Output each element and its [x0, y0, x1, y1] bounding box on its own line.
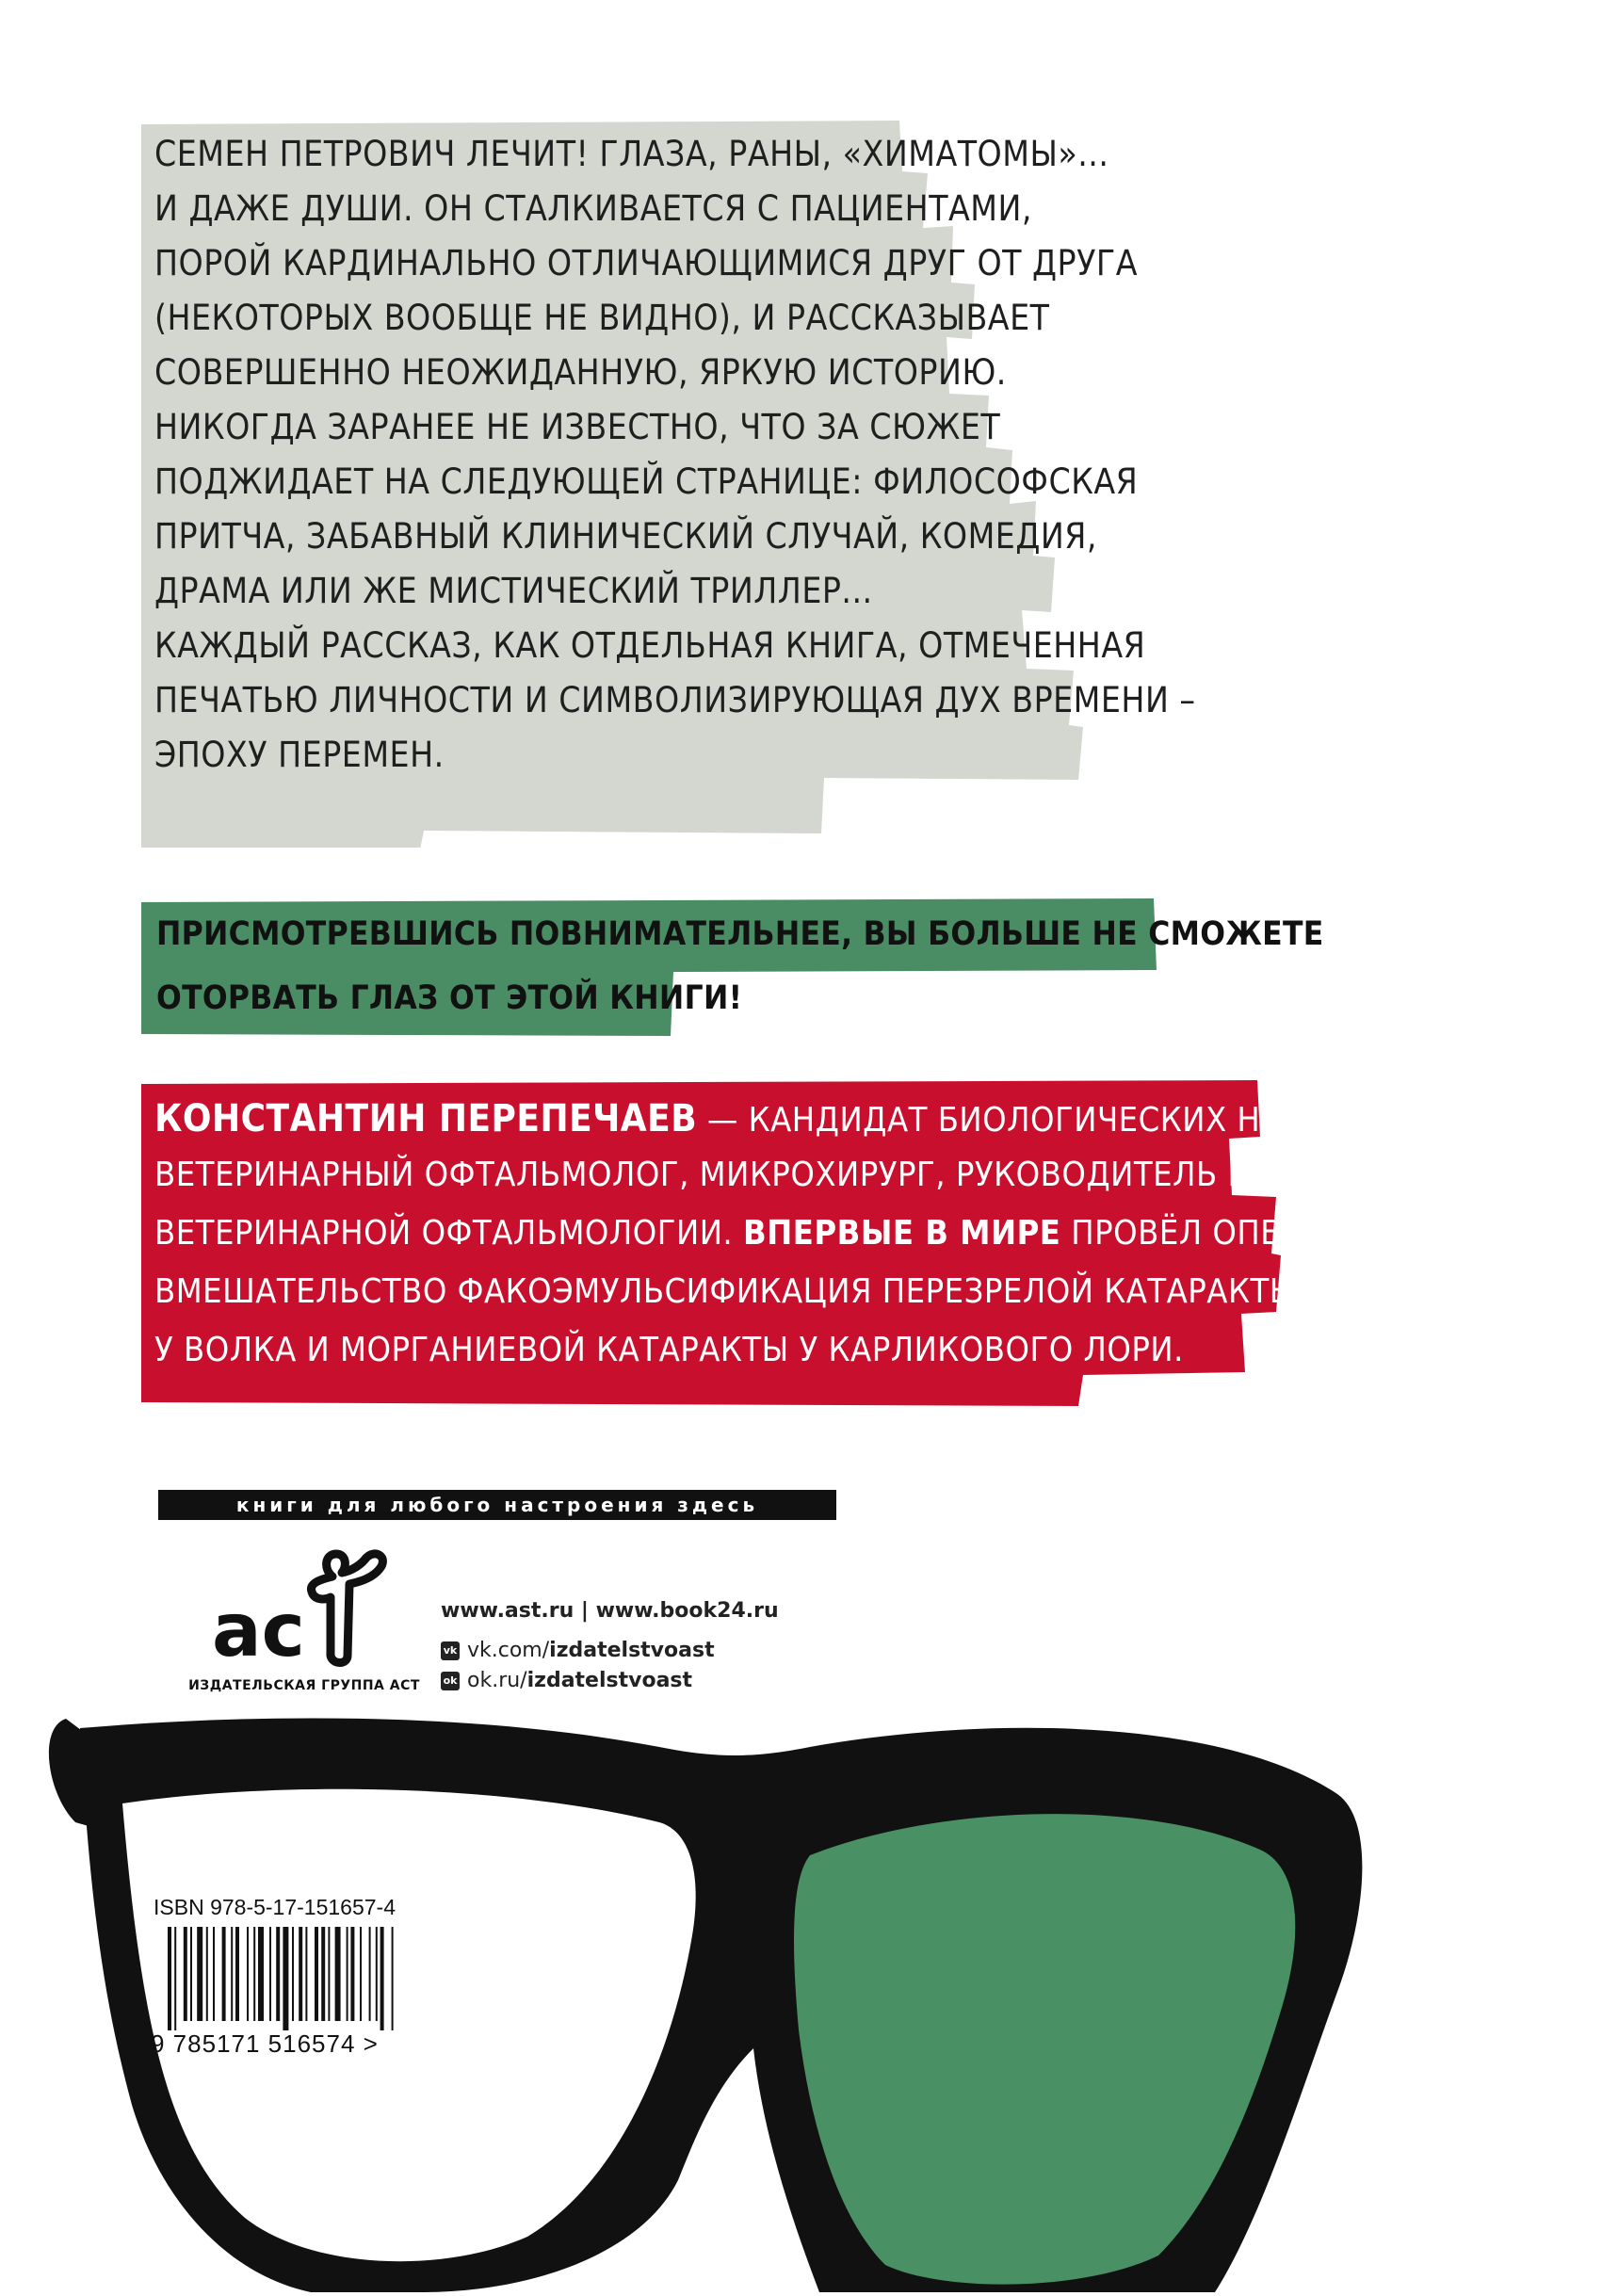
barcode-bar — [276, 1927, 280, 2021]
barcode-bar — [299, 1927, 302, 2021]
description-line: ПРИТЧА, ЗАБАВНЫЙ КЛИНИЧЕСКИЙ СЛУЧАЙ, КОМЕДИЯ, — [154, 516, 1097, 557]
barcode-bar — [190, 1927, 192, 2021]
barcode-bar — [376, 1927, 378, 2021]
barcode-bar — [253, 1927, 255, 2021]
author-highlight: ВПЕРВЫЕ В МИРЕ — [743, 1214, 1061, 1253]
author-line-5: У ВОЛКА И МОРГАНИЕВОЙ КАТАРАКТЫ У КАРЛИКОВОГО ЛОРИ. — [154, 1331, 1184, 1369]
barcode-bar — [380, 1927, 384, 2030]
barcode-bar — [168, 1927, 171, 2030]
barcode-bar — [347, 1927, 348, 2021]
ok-link[interactable] — [441, 1669, 692, 1692]
vk-icon: vk — [441, 1641, 460, 1660]
description-line: И ДАЖЕ ДУШИ. ОН СТАЛКИВАЕТСЯ С ПАЦИЕНТАМИ, — [154, 188, 1032, 229]
barcode-bar — [335, 1927, 341, 2021]
barcode — [168, 1927, 441, 2030]
description-line: СЕМЕН ПЕТРОВИЧ ЛЕЧИТ! ГЛАЗА, РАНЫ, «ХИМАТОМЫ»... — [154, 134, 1109, 174]
barcode-bar — [321, 1927, 325, 2021]
barcode-bar — [206, 1927, 208, 2021]
author-line-2: ВЕТЕРИНАРНЫЙ ОФТАЛЬМОЛОГ, МИКРОХИРУРГ, РУКОВОДИТЕЛЬ ЦЕНТРА — [154, 1156, 1354, 1194]
publisher-sites[interactable]: www.ast.ru | www.book24.ru — [441, 1599, 779, 1623]
description-line: ЭПОХУ ПЕРЕМЕН. — [154, 735, 445, 775]
ok-handle: izdatelstvoast — [526, 1669, 693, 1692]
barcode-bar — [369, 1927, 371, 2021]
isbn-label: ISBN 978-5-17-151657-4 — [154, 1895, 396, 1919]
barcode-bar — [231, 1927, 233, 2021]
barcode-bar — [197, 1927, 202, 2021]
description-line: СОВЕРШЕННО НЕОЖИДАННУЮ, ЯРКУЮ ИСТОРИЮ. — [154, 352, 1007, 393]
promo-line: ОТОРВАТЬ ГЛАЗ ОТ ЭТОЙ КНИГИ! — [156, 979, 743, 1017]
description-line: ПОДЖИДАЕТ НА СЛЕДУЮЩЕЙ СТРАНИЦЕ: ФИЛОСОФСКАЯ — [154, 461, 1139, 502]
description-line: КАЖДЫЙ РАССКАЗ, КАК ОТДЕЛЬНАЯ КНИГА, ОТМЕЧЕННАЯ — [154, 625, 1146, 666]
description-line: НИКОГДА ЗАРАНЕЕ НЕ ИЗВЕСТНО, ЧТО ЗА СЮЖЕТ — [154, 407, 1001, 447]
author-line-4: ВМЕШАТЕЛЬСТВО ФАКОЭМУЛЬСИФИКАЦИЯ ПЕРЕЗРЕЛОЙ КАТАРАКТЫ — [154, 1272, 1297, 1311]
barcode-bar — [269, 1927, 271, 2021]
description-line: ДРАМА ИЛИ ЖЕ МИСТИЧЕСКИЙ ТРИЛЛЕР... — [154, 571, 873, 611]
barcode-bar — [392, 1927, 394, 2030]
ast-logo-icon — [193, 1544, 400, 1686]
author-line-1 — [154, 1097, 1333, 1140]
vk-prefix: vk.com/ — [467, 1639, 550, 1662]
barcode-bar — [305, 1927, 307, 2021]
barcode-bar — [350, 1927, 354, 2021]
barcode-bar — [292, 1927, 294, 2021]
barcode-bar — [222, 1927, 226, 2021]
description-line: ПОРОЙ КАРДИНАЛЬНО ОТЛИЧАЮЩИМИСЯ ДРУГ ОТ ДРУГА — [154, 243, 1138, 283]
description-line: (НЕКОТОРЫХ ВООБЩЕ НЕ ВИДНО), И РАССКАЗЫВАЕТ — [154, 298, 1050, 338]
publisher-caption: ИЗДАТЕЛЬСКАЯ ГРУППА АСТ — [188, 1678, 420, 1693]
barcode-number: 9 785171 516574 > — [151, 2029, 379, 2058]
isbn-block — [151, 1895, 461, 2058]
author-line-3 — [154, 1214, 1451, 1253]
barcode-bar — [213, 1927, 215, 2021]
author-name: КОНСТАНТИН ПЕРЕПЕЧАЕВ — [154, 1097, 698, 1140]
author-block — [141, 1078, 1452, 1408]
description-block — [141, 113, 1196, 848]
barcode-bar — [328, 1927, 330, 2021]
promo-block — [141, 897, 1324, 1038]
barcode-bar — [283, 1927, 288, 2030]
author-line-3-rest: ПРОВЁЛ ОПЕРАТИВНОЕ — [1060, 1214, 1452, 1253]
barcode-bar — [174, 1927, 176, 2030]
promo-line: ПРИСМОТРЕВШИСЬ ПОВНИМАТЕЛЬНЕЕ, ВЫ БОЛЬШЕ НЕ СМОЖЕТЕ — [156, 915, 1324, 953]
ok-prefix: ok.ru/ — [467, 1669, 527, 1692]
author-degree: — КАНДИДАТ БИОЛОГИЧЕСКИХ НАУК, — [697, 1101, 1334, 1140]
barcode-bar — [360, 1927, 362, 2021]
ast-logo-letters: ас — [212, 1589, 305, 1673]
ok-icon: ok — [441, 1672, 460, 1690]
description-line: ПЕЧАТЬЮ ЛИЧНОСТИ И СИМВОЛИЗИРУЮЩАЯ ДУХ ВРЕМЕНИ – — [154, 680, 1196, 720]
vk-handle: izdatelstvoast — [549, 1639, 715, 1662]
ast-logo — [193, 1544, 400, 1686]
barcode-bar — [247, 1927, 249, 2021]
barcode-bar — [315, 1927, 318, 2021]
vk-link[interactable] — [441, 1639, 715, 1662]
author-line-3-start: ВЕТЕРИНАРНОЙ ОФТАЛЬМОЛОГИИ. — [154, 1214, 743, 1253]
barcode-bar — [258, 1927, 264, 2021]
publisher-tagline: книги для любого настроения здесь — [158, 1490, 836, 1520]
barcode-bar — [184, 1927, 187, 2021]
barcode-bar — [235, 1927, 239, 2021]
